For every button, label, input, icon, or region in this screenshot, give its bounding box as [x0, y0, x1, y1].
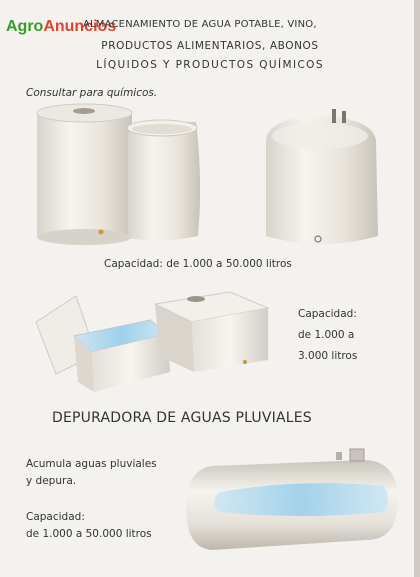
capacity-rectangular-line-1: Capacidad:	[298, 308, 357, 320]
depuradora-description	[26, 456, 157, 490]
depuradora-title: DEPURADORA DE AGUAS PLUVIALES	[52, 410, 312, 426]
capacity-cylindrical: Capacidad: de 1.000 a 50.000 litros	[104, 258, 292, 270]
capacity-rectangular-line-3: 3.000 litros	[298, 350, 358, 362]
capacity-rectangular-line-2: de 1.000 a	[298, 329, 355, 341]
horizontal-tank	[186, 449, 398, 550]
depuradora-capacity-label: Capacidad:	[26, 511, 85, 523]
header-line-1: ALMACENAMIENTO DE AGUA POTABLE, VINO,	[83, 19, 317, 30]
depuradora-capacity-value: de 1.000 a 50.000 litros	[26, 528, 152, 540]
depuradora-capacity	[26, 509, 152, 543]
agroanuncios-logo: AgroAnuncios	[6, 18, 117, 35]
header-line-3: LÍQUIDOS Y PRODUCTOS QUÍMICOS	[96, 59, 324, 71]
closed-box-tank	[155, 292, 268, 372]
closed-tank-large	[266, 109, 378, 244]
page-edge	[414, 0, 420, 577]
header-line-2: PRODUCTOS ALIMENTARIOS, ABONOS	[101, 40, 319, 52]
closed-tank-small	[37, 104, 132, 245]
capacity-rectangular	[298, 304, 357, 367]
open-tank	[127, 120, 200, 241]
consult-note: Consultar para químicos.	[26, 87, 158, 99]
open-box-tank	[36, 296, 170, 392]
depuradora-description-line-1: Acumula aguas pluviales	[26, 458, 157, 470]
depuradora-description-line-2: y depura.	[26, 475, 77, 487]
